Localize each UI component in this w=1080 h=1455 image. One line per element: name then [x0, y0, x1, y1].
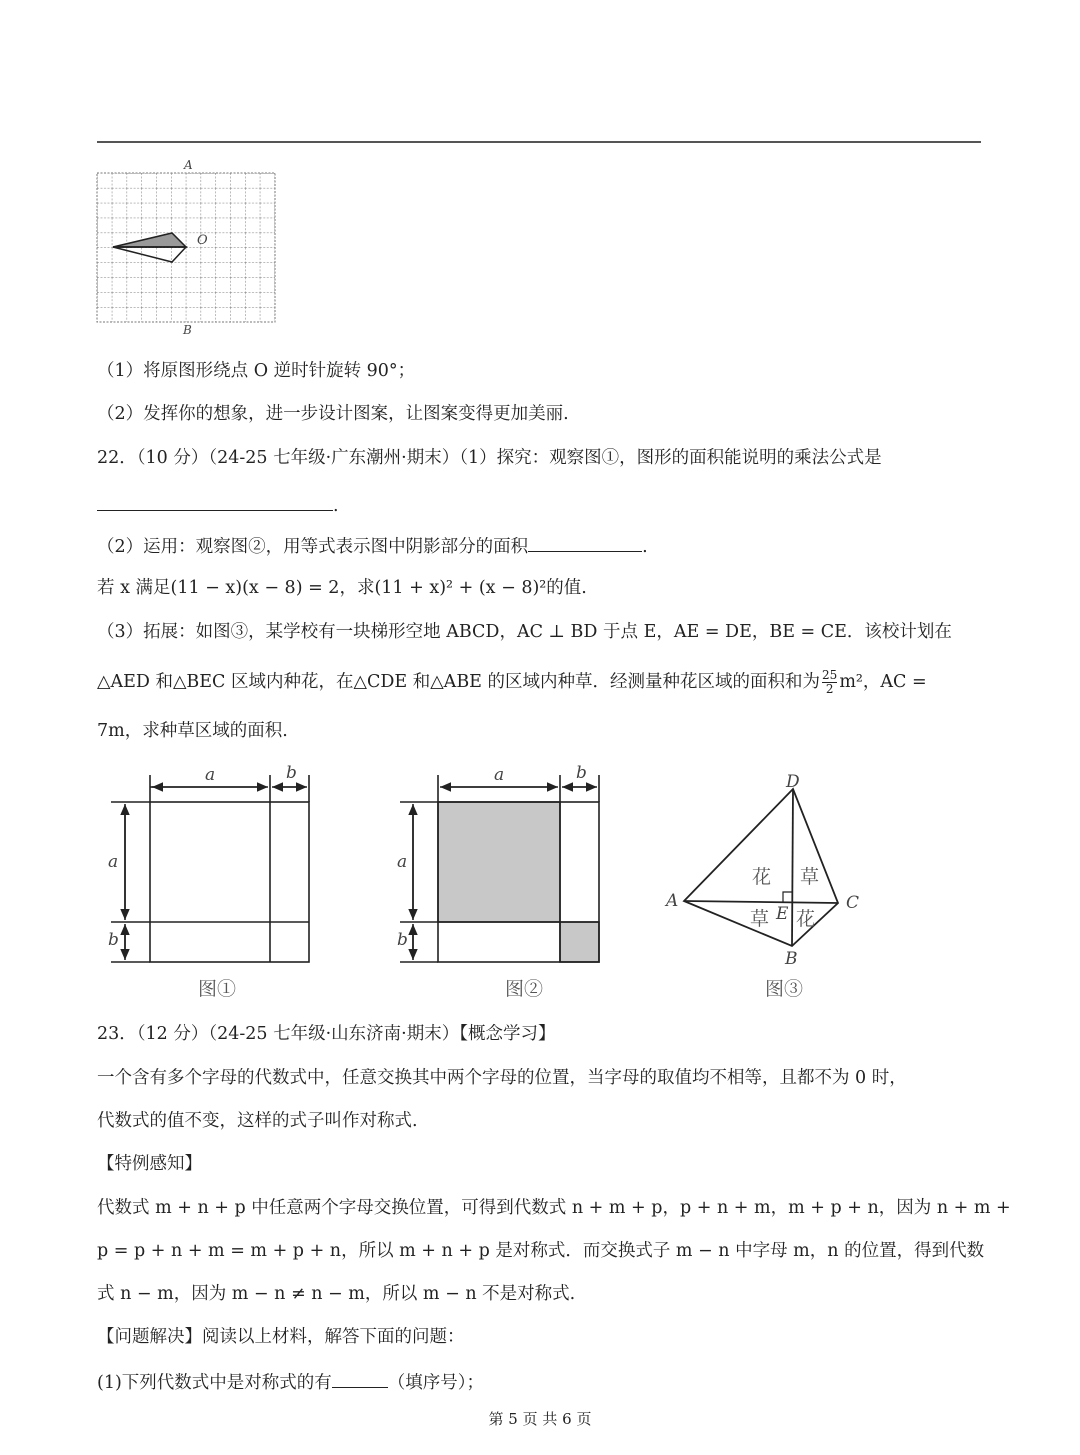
q21-part2: （2）发挥你的想象，进一步设计图案，让图案变得更加美丽. — [97, 404, 569, 424]
fig3-c-label: C — [846, 893, 860, 913]
fig3-d-label: D — [786, 772, 800, 792]
q22-part2: （2）运用：观察图②，用等式表示图中阴影部分的面积 . — [97, 533, 648, 559]
fig3-e-label: E — [776, 904, 789, 924]
fig3-grass-1: 草 — [800, 866, 820, 888]
fig2-b-left: b — [397, 930, 408, 950]
rotation-grid — [97, 173, 275, 322]
q23-blank1[interactable] — [332, 1369, 388, 1388]
shaded-square-b — [560, 922, 599, 962]
fig2-caption: 图② — [505, 978, 544, 1000]
q22-part2b: 若 x 满足(11 − x)(x − 8) = 2，求(11 + x)² + (x − 8)²的值. — [97, 578, 587, 598]
point-a-label: A — [184, 158, 193, 172]
q22-part3c: 7m，求种草区域的面积. — [97, 721, 288, 741]
fig2-b-top: b — [576, 763, 587, 783]
q22-part3b: △AED 和△BEC 区域内种花，在△CDE 和△ABE 的区域内种草．经测量种花区域的面积和为 $\frac{25}{2}$ m²，AC = — [97, 668, 927, 696]
fig1-a-top: a — [205, 765, 216, 785]
q23-q1: (1)下列代数式中是对称式的有 （填序号）； — [97, 1369, 484, 1395]
fig3-flower-2: 花 — [796, 908, 816, 930]
figure-1 — [111, 775, 309, 962]
fig1-b-top: b — [286, 763, 297, 783]
fig3-b-label: B — [785, 949, 798, 969]
fig3-flower-1: 花 — [752, 866, 772, 888]
q22-blank1[interactable]: . — [97, 492, 339, 518]
q23-p4: p = p + n + m = m + p + n，所以 m + n + p 是对称式．而交换式子 m − n 中字母 m，n 的位置，得到代数 — [97, 1241, 985, 1261]
q22-blank2[interactable] — [528, 533, 642, 552]
q23-h3: 【问题解决】阅读以上材料，解答下面的问题： — [97, 1327, 465, 1347]
point-o-label: O — [197, 233, 208, 248]
q23-p3: 代数式 m + n + p 中任意两个字母交换位置，可得到代数式 n + m + p，p + n + m，m + p + n，因为 n + m + — [97, 1198, 1011, 1218]
fig3-caption: 图③ — [765, 978, 804, 1000]
q22-part3a: （3）拓展：如图③，某学校有一块梯形空地 ABCD，AC ⊥ BD 于点 E，AE = DE，BE = CE．该校计划在 — [97, 622, 952, 642]
q23-p2: 代数式的值不变，这样的式子叫作对称式. — [97, 1111, 418, 1131]
q23-head: 23．（12 分）（24-25 七年级·山东济南·期末）【概念学习】 — [97, 1024, 556, 1044]
shaded-square-a — [438, 802, 560, 922]
fig1-a-left: a — [108, 852, 119, 872]
q23-h2: 【特例感知】 — [97, 1154, 202, 1174]
fig1-caption: 图① — [198, 978, 237, 1000]
fig2-a-top: a — [494, 765, 505, 785]
q22-head: 22．（10 分）（24-25 七年级·广东潮州·期末）（1）探究：观察图①，图形的面积能说明的乘法公式是 — [97, 448, 882, 468]
fig1-b-left: b — [108, 930, 119, 950]
fig3-grass-2: 草 — [750, 908, 770, 930]
q23-p1: 一个含有多个字母的代数式中，任意交换其中两个字母的位置，当字母的取值均不相等，且都不为 0 时， — [97, 1068, 907, 1088]
q21-part1: （1）将原图形绕点 O 逆时针旋转 90°； — [97, 361, 416, 381]
fig2-a-left: a — [397, 852, 408, 872]
figure-2 — [400, 775, 599, 962]
q23-p5: 式 n − m，因为 m − n ≠ n − m，所以 m − n 不是对称式. — [97, 1284, 576, 1304]
fig3-a-label: A — [666, 891, 679, 911]
page-footer: 第 5 页 共 6 页 — [488, 1410, 592, 1428]
point-b-label: B — [183, 323, 192, 337]
